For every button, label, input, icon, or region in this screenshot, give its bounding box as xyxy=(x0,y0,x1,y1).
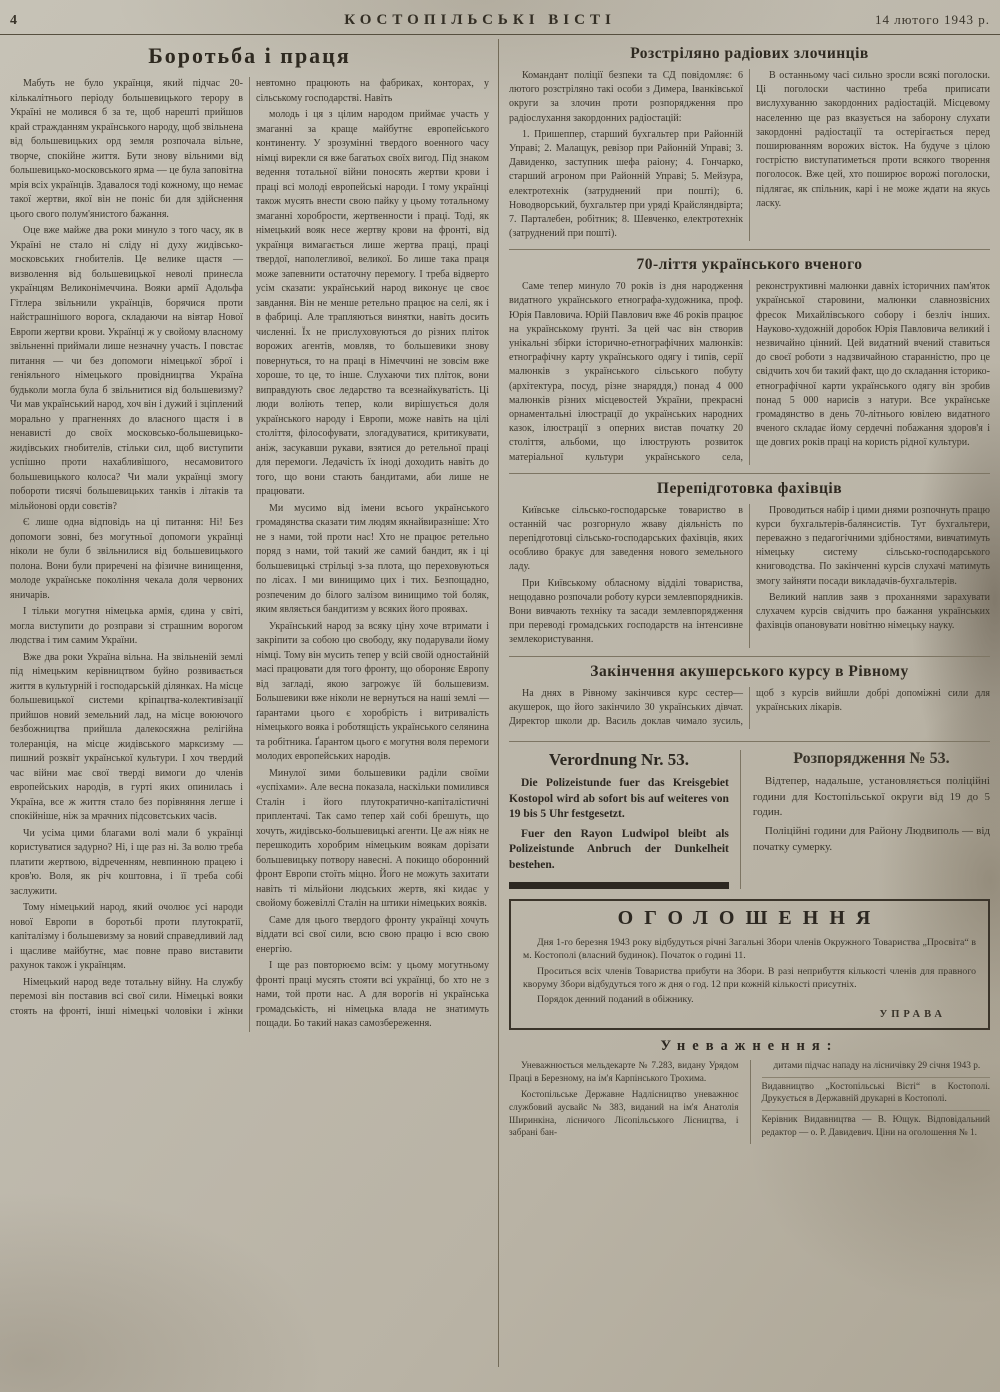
body-paragraph: Порядок денний поданий в обіжнику. xyxy=(537,994,694,1006)
body-paragraph: І ще раз повторюємо всім: у цьому могутньому фронті праці мусять стояти всі українці, бо хто не з нами, той проти нас. А для ворогів ні українська громадськість, ні німецька влада не знатимуть пощади. Бо такий наказ самозбереження. xyxy=(256,960,489,1029)
body-paragraph: В останньому часі сильно зросли всякі поголоски. Ці поголоски частинно треба приписати вислухуванню закордонних радіостацій. Місцевому населенню ще раз вказується на заборону слухати закордонні радіостації та остерігається перед поширюванням ворожих вісток. На будуче з цілою гострістю виступатиметься проти всякого творення поголосок. Вже цей, хто поширює ворожі поголоски, підлягає, як спільник, карі і не може ждати на якусь ласку. xyxy=(756,70,990,209)
article-title: 70-ліття українського вченого xyxy=(636,256,863,274)
invalidation-section xyxy=(509,1038,990,1143)
body-paragraph: На днях в Рівному закінчився курс сестер—акушерок, що його закінчило 30 українських дівчат. Директор школи др. Василь доклав чимало зусиль, щоб з курсів вийшли добрі допоміжні сили для українських лікарів. xyxy=(509,687,990,727)
body-paragraph: Проводиться набір і цими днями розпочнуть працю курси бухгальтерів-балянсистів. Тут бухгальтери, переважно з педагогічними здібностями, вивчатимуть німецьку систему сільсько-господарського книговодства. По закінченні курсів слухачі матимуть змогу зайняти посади викладачів-бухгальтерів. xyxy=(756,504,990,587)
article-title: Закінчення акушерського курсу в Рівному xyxy=(590,662,909,680)
body-paragraph: Fuer den Rayon Ludwipol bleibt als Polizeistunde Anbruch der Dunkelheit bestehen. xyxy=(509,827,729,871)
article-body xyxy=(509,69,990,241)
invalidation-columns xyxy=(509,1060,990,1143)
article-title: Перепідготовка фахівців xyxy=(656,479,843,497)
article-scholar-jubilee xyxy=(509,249,990,470)
invalidation-right-column xyxy=(750,1060,991,1143)
body-paragraph: І тільки могутня німецька армія, єдина у світі, могла виступити до розправи зі страшним ворогом людства і тим самим України. xyxy=(10,606,243,646)
article-borotba-i-pratsia xyxy=(10,39,498,1367)
body-paragraph: Київське сільсько-господарське товариство в останній час розгорнуло жваву діяльність по перепідготовці сільсько-господарських фахівців, яких особливо бракує для заведення нового земельного ладу. xyxy=(509,504,743,573)
body-paragraph: Die Polizeistunde fuer das Kreisgebiet Kostopol wird ab sofort bis auf weiteres von 19 bis 5 Uhr festgesetzt. xyxy=(509,777,729,821)
lead-article-body xyxy=(10,77,489,1032)
verordnung-title: Verordnung Nr. 53. xyxy=(548,750,689,770)
publisher-imprint: Видавництво „Костопільські Вісті“ в Костополі. Друкується в Державній друкарні в Костополі. xyxy=(762,1077,991,1106)
rozporiadzhennia-notice xyxy=(740,750,990,889)
heavy-rule xyxy=(509,882,729,889)
invalidation-title: Уневажнення: xyxy=(660,1038,839,1055)
body-paragraph: Костопільське Державне Надлісництво уневажнює службовий аусвайс № 383, виданий на ім'я Анатолія Ширинкіна, лісничого Лісопільського Лісництва, і забрані бан- xyxy=(509,1090,739,1139)
page-content xyxy=(0,35,1000,1375)
announcement-signature: УПРАВА xyxy=(879,1009,946,1021)
body-paragraph: дитами підчас нападу на лісничівку 29 січня 1943 р. xyxy=(773,1061,981,1072)
body-paragraph: Проситься всіх членів Товариства прибути на Збори. В разі неприбуття кількості членів для правного кворуму Збори відбудуться того ж дня о год. 12 при кожній кількості присутніх. xyxy=(523,965,976,990)
body-paragraph: 1. Пришеппер, старший бухгальтер при Районній Управі; 2. Малащук, ревізор при Районній Управі; 3. Давиденко, заступник шефа раіону; 4. Гончарко, старший агроном при Районній Управі; 5. Мейзура, електротехнік (затруднений при пошті); 6. Новодворський, бухгальтер при уряді Крайсляндвірта; 7. Парталебен, робітник; 8. Шевченко, електротехнік (затруднений при пошті). xyxy=(509,128,743,240)
body-paragraph: Уневажнюється мельдекарте № 7.283, видану Урядом Праці в Березному, на ім'я Карпінського Трохима. xyxy=(509,1061,739,1084)
article-body xyxy=(509,504,990,648)
body-paragraph: Є лише одна відповідь на ці питання: Ні! Без допомоги зовні, без могутньої допомоги українці ніколи не були б звільнилися від большевицького полона. Вони були приречені на фізичне винищення, молоде українське покоління чекала доля червоних яничарів. xyxy=(10,517,243,601)
invalidation-left-column xyxy=(509,1060,750,1143)
body-paragraph: Відтепер, надальше, установляється поліційні години для Костопільської округи від 19 до 5 годин. xyxy=(752,775,990,818)
body-paragraph: Оце вже майже два роки минуло з того часу, як в Україні не стало ні сліду ні духу жидівсько-московських гнобителів. Це велике щастя — визволення від большевицької неволі принесла українцям Великонімеччина. Вояки армії Адольфа Гітлера звільнили українців, борячися проти найстрашнішого ворога, складаючи на вівтар Нової Европи жертви крови. Українці ж у свойому власному звільненні приймали лише незначну участь. І повстає питання — чи без допомоги німецької зброї і геніяльного німецького провідництва Україна будьколи могла була б звільнитися від большевизму? Чи мав український народ, хоч він і дужий і зціплений морально у прагненнях до власного щастя і в ненависті до своїх московсько-большевицько-жидівських гнобителів, стільки сил, щоб виступити успішно проти нахабливішого, несамовитого большевицького колоса? Чи мали українці змогу побороти тисячі большевицьких танків і літаків та мільйонові орди совєтів? xyxy=(10,225,243,512)
body-paragraph: Поліційні години для Району Людвиполь — від початку сумерку. xyxy=(752,825,990,853)
right-column xyxy=(498,39,990,1367)
announcement-box xyxy=(509,899,990,1030)
body-paragraph: Великий наплив заяв з проханнями зарахувати слухачем курсів свідчить про бажання українських фахівців опановувати новітню німецьку науку. xyxy=(756,591,990,632)
article-title: Розстріляно радіових злочинців xyxy=(630,45,869,62)
body-paragraph: Мабуть не було українця, який підчас 20-кількалітнього періоду большевицького терору в Україні не молився б за те, щоб нарешті прийшов край стражданням українського народу, щоб звільнена від большевицьких орд земля розпочала вільне, творче, спокійне життя. Бути знову вільними від большевицько-московського ярма — це була заповітна мрія всіх українців. Здавалося тоді кожному, що немає такої жертви, якої він не поніс би для здійснення цього свого полум'янистого бажання. xyxy=(10,78,243,220)
body-paragraph: Чи усіма цими благами волі мали б українці користуватися задурно? Ні, і ще раз ні. За волю треба платити жертвою, відреченням, невпинною працею і кров'ю. Воля, як річ коштовна, і її треба собі заслужити. xyxy=(10,827,243,897)
lead-article-title: Боротьба і праця xyxy=(148,43,351,68)
article-body xyxy=(509,687,990,730)
editor-imprint: Керівник Видавництва — В. Ющук. Відповідальний редактор — о. Р. Давидевич. Ціни на оголошення № 1. xyxy=(762,1110,991,1139)
article-midwife-course xyxy=(509,656,990,736)
body-paragraph: молодь і ця з цілим народом приймає участь у змаганні за краще майбутнє европейського континенту. У зрозумінні твердого военного часу німці вирекли ся вже багатьох своїх вигод. Під знаком ведення тотальної війни поносять жертви крови і праці всі молоді европейські народи. І тому українці також мусять внести свою пайку у цьому тотальному змаганні хоробрости, жертвенности і праці. Тоді, як німецький вояк несе жертву крови на фронті, від українця вимагається лише жертва праці, праці твердої, наполегливої, великої. Бо лише така праця може запевнити остаточну перемогу. І треба відверто усім сказати: український народ виконує це своє завдання. Він не менше ретельно працює на селі, як і в фабриці. Але трапляються винятки, навіть досить численні. Їх не прислуховуються до різних пліток ворожих агентів, мовляв, то большевики знову повернуться, то на праці в Німеччині не зовсім вже хороше, то це, то інше. Слухаючи тих пліток, вони виправдують своє ледарство та всезнайкуватість. Ці люди воліють тепер, коли вирішується доля українського народу і Европи, може навіть на цілі століття, філософувати, злогадуватися, критикувати, аніж, засукавши рукави, взятися до ретельної праці для перемоги. Ледачість їх іноді доходить навіть до того, що вони стають бандитами, аби лише не працювати. xyxy=(256,109,489,497)
police-hour-orders xyxy=(509,741,990,889)
verordnung-notice xyxy=(509,750,740,889)
body-paragraph: Командант поліції безпеки та СД повідомляє: 6 лютого розстріляно такі особи з Димера, Іванківської округи за злочин проти розпорядження про радіослухання закордонних радіостацій: xyxy=(509,70,743,124)
body-paragraph: Саме тепер минуло 70 років із дня народження видатного українського етнографа-художника, проф. Юрія Павловича. Юрій Павлович вже 46 років працює на українському ґрунті. За цей час він створив унікальні збірки історично-етнографічних малюнків: етнографічну карту українського одягу і типів, серії малюнків з українського сільського побуту (архітектура, посуд, різне знаряддя,) понад 4 000 малюнків різних місцевостей України, прекрасні орнаментальні ілюстрації до українських народних казок, ілюстрації з оперних вистав початку 20 століття, альбоми, що ілюструють розвиток матеріальної культури українського села, реконструктивні малюнки давніх історичних пам'яток української старовини, малюнки славнозвісних фресок Михайлівського собору і безліч інших. Науково-художній доробок Юрія Павловича великий і незвичайно цінний. Цей видатний вчений ставиться до своєї роботи з надзвичайною старанністю, про це свідчить хоч би такий факт, що до складання історико-етнографічної карти українського одягу він зробив понад 5 000 нарисів з натури. Все українське громадянство в день 70-літнього ювілею видатного вченого складає йому сердечні побажання здоров'я і ще довгих років праці на користь рідної культури. xyxy=(509,281,990,463)
rozporiadzhennia-title: Розпорядження № 53. xyxy=(793,750,950,768)
article-specialist-retraining xyxy=(509,473,990,654)
page-header xyxy=(0,0,1000,35)
article-radio-criminals xyxy=(509,39,990,247)
body-paragraph: Ми мусимо від імени всього українського громадянства сказати тим людям якнайвиразніше: Хто не з нами, той проти нас! Хто не працює ретельно поряд з нами, той такий же самий бандит, як і ці большевицькі стрільці з-за плота, що переховуються по лісах. І ми винищимо цих і тих. Безпощадно, розпеченим до білого залізом винищимо той боляк, яким являється бандитизм у всяких його проявах. xyxy=(256,502,490,615)
body-paragraph: При Київському обласному відділі товариства, нещодавно розпочали роботу курси землевпорядників. Вони вивчають техніку та засади землевпорядження при переводі громадських господарств на інтенсивне землекористування. xyxy=(509,577,743,646)
announcement-title: ОГОЛОШЕННЯ xyxy=(617,907,882,930)
body-paragraph: Український народ за всяку ціну хоче втримати і закріпити за собою цю свободу, яку подарували йому німці. Тому він мусить тепер у всій своїй одностайній масі працювати для того фронту, що обороняє Европу від загладі, якою загрожує їй большевизм. Большевики вже ніколи не вернуться на наші землі — ґарантами цього є хоробрість і витривалість німецького вояка і роботящість українського селянина та робітника. Ґарантом цього є могутня воля перемоги молодих европейських народів. xyxy=(256,620,489,762)
body-paragraph: Дня 1-го березня 1943 року відбудуться річні Загальні Збори членів Окружного Товариства „Просвіта“ в м. Костополі (власний будинок). Початок о годині 11. xyxy=(523,937,976,962)
issue-date: 14 лютого 1943 р. xyxy=(874,12,990,27)
masthead-title: КОСТОПІЛЬСЬКІ ВІСТІ xyxy=(344,12,616,28)
article-body xyxy=(509,280,990,464)
body-paragraph: Німецький народ веде тотальну війну. На службу перемозі він поставив всі свої сили. Німецькі вояки стоять на фронті, інші німецькі чоловіки і жінки невтомно працюють на фабриках, конторах, у сільському господарстві. Навіть xyxy=(10,78,489,1017)
page-number: 4 xyxy=(10,13,17,28)
body-paragraph: Тому німецький народ, який очолює усі народи нової Европи в боротьбі проти плутократії, капіталізму і большевизму за новий справедливий лад і щасливе майбутнє, має повне право виставити рахунок також і українцям. xyxy=(10,902,243,971)
body-paragraph: Минулої зими большевики раділи своїми «успіхами». Але весна показала, наскільки помилився Сталін і його плутократично-капіталістичні приплентачі. Так само тепер хай собі брешуть, що хочуть, жидівсько-большевицькі агенти. Це аж ніяк не перешкодить хоробрим німецьким воякам дорізати большевицьку потвору навесні. А покищо оборонний фронт Европи стоїть міцно. Його не можуть захитати навіть ті мільйони людських жертв, які кидає у свойому божевіллі Сталін на штики німецьких вояків. xyxy=(256,767,489,909)
body-paragraph: Саме для цього твердого фронту українці хочуть віддати всі свої сили, всю свою працю і всю свою енергію. xyxy=(256,914,489,955)
body-paragraph: Вже два роки Україна вільна. На звільненій землі під німецьким керівництвом буйно розвивається життя в культурній і господарській ділянках. На місце большевицької системи кріпацтва-колективізації прийшов новий земельний лад, на місце воюючого безбожництва прийшла далекосяжна релігійна толеранція, на місце жидівського марксизму — пишний розквіт української культури. І хоч твердий час війни має свої тверді вимоги до членів европейських народів, в гурті яких опинилась і Україна, все ж життя стало без порівняння легше і спокійніше, ніж за мрачних підсовєтських часів. xyxy=(10,651,243,822)
